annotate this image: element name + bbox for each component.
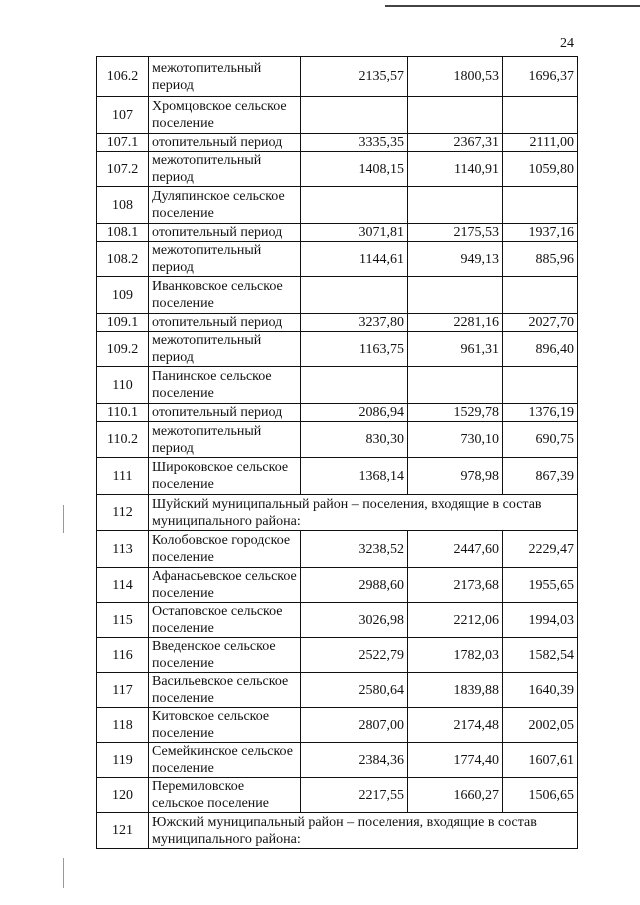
settlement-name-cell: отопительный период	[149, 224, 301, 242]
value-cell-1: 3071,81	[301, 224, 408, 242]
row-number-cell: 110.2	[97, 422, 149, 458]
value-cell-2: 2447,60	[408, 531, 503, 568]
table-row	[97, 332, 578, 367]
tariff-table	[96, 56, 578, 849]
settlement-name-cell: Афанасьевское сельское поселение	[149, 568, 301, 603]
value-cell-2	[408, 277, 503, 314]
row-number-cell: 107	[97, 97, 149, 134]
settlement-name-cell: межотопительный период	[149, 57, 301, 97]
value-cell-2: 2175,53	[408, 224, 503, 242]
row-number-cell: 110	[97, 367, 149, 404]
value-cell-3	[503, 97, 578, 134]
table-row	[97, 708, 578, 743]
value-cell-2: 2367,31	[408, 134, 503, 152]
table-row	[97, 277, 578, 314]
value-cell-1	[301, 97, 408, 134]
value-cell-1: 2086,94	[301, 404, 408, 422]
value-cell-2: 1800,53	[408, 57, 503, 97]
table-row	[97, 242, 578, 277]
row-number-cell: 108.2	[97, 242, 149, 277]
row-number-cell: 120	[97, 778, 149, 813]
settlement-name-cell: Перемиловское сельское поселение	[149, 778, 301, 813]
value-cell-1: 1144,61	[301, 242, 408, 277]
table-row	[97, 224, 578, 242]
table-row	[97, 603, 578, 638]
row-number-cell: 109.1	[97, 314, 149, 332]
row-number-cell: 108	[97, 187, 149, 224]
value-cell-1	[301, 277, 408, 314]
value-cell-1: 2522,79	[301, 638, 408, 673]
row-number-cell: 112	[97, 495, 149, 531]
value-cell-3	[503, 187, 578, 224]
row-number-cell: 113	[97, 531, 149, 568]
value-cell-2: 1660,27	[408, 778, 503, 813]
value-cell-1: 830,30	[301, 422, 408, 458]
row-number-cell: 107.2	[97, 152, 149, 187]
value-cell-3: 1506,65	[503, 778, 578, 813]
value-cell-3: 1994,03	[503, 603, 578, 638]
value-cell-1: 2988,60	[301, 568, 408, 603]
row-number-cell: 109.2	[97, 332, 149, 367]
settlement-name-cell: межотопительный период	[149, 242, 301, 277]
table-row	[97, 531, 578, 568]
value-cell-1	[301, 187, 408, 224]
settlement-name-cell: отопительный период	[149, 134, 301, 152]
value-cell-3: 2027,70	[503, 314, 578, 332]
district-header-cell: Южский муниципальный район – поселения, входящие в состав муниципального района:	[149, 813, 578, 849]
row-number-cell: 117	[97, 673, 149, 708]
value-cell-2: 2281,16	[408, 314, 503, 332]
value-cell-3: 2002,05	[503, 708, 578, 743]
table-row	[97, 458, 578, 495]
table-row	[97, 638, 578, 673]
table-row	[97, 314, 578, 332]
value-cell-1: 3238,52	[301, 531, 408, 568]
table-body	[97, 57, 578, 849]
value-cell-3: 1640,39	[503, 673, 578, 708]
table-row	[97, 568, 578, 603]
value-cell-1	[301, 367, 408, 404]
value-cell-1: 1408,15	[301, 152, 408, 187]
settlement-name-cell: Панинское сельское поселение	[149, 367, 301, 404]
row-number-cell: 111	[97, 458, 149, 495]
value-cell-2: 1140,91	[408, 152, 503, 187]
row-number-cell: 116	[97, 638, 149, 673]
settlement-name-cell: Широковское сельское поселение	[149, 458, 301, 495]
value-cell-3: 885,96	[503, 242, 578, 277]
value-cell-2: 1774,40	[408, 743, 503, 778]
table-row	[97, 422, 578, 458]
value-cell-2: 1529,78	[408, 404, 503, 422]
table-row	[97, 404, 578, 422]
value-cell-1: 1368,14	[301, 458, 408, 495]
value-cell-2: 1839,88	[408, 673, 503, 708]
page-number: 24	[560, 36, 574, 51]
value-cell-3: 1059,80	[503, 152, 578, 187]
settlement-name-cell: межотопительный период	[149, 332, 301, 367]
settlement-name-cell: Хромцовское сельское поселение	[149, 97, 301, 134]
table-row	[97, 97, 578, 134]
value-cell-1: 2384,36	[301, 743, 408, 778]
value-cell-3: 1607,61	[503, 743, 578, 778]
value-cell-3: 867,39	[503, 458, 578, 495]
settlement-name-cell: отопительный период	[149, 404, 301, 422]
settlement-name-cell: межотопительный период	[149, 422, 301, 458]
value-cell-1: 1163,75	[301, 332, 408, 367]
value-cell-1: 3335,35	[301, 134, 408, 152]
row-number-cell: 106.2	[97, 57, 149, 97]
settlement-name-cell: Семейкинское сельское поселение	[149, 743, 301, 778]
value-cell-2: 961,31	[408, 332, 503, 367]
settlement-name-cell: Введенское сельское поселение	[149, 638, 301, 673]
value-cell-1: 2580,64	[301, 673, 408, 708]
settlement-name-cell: Иванковское сельское поселение	[149, 277, 301, 314]
row-number-cell: 110.1	[97, 404, 149, 422]
settlement-name-cell: межотопительный период	[149, 152, 301, 187]
table-row	[97, 187, 578, 224]
value-cell-1: 3237,80	[301, 314, 408, 332]
value-cell-2: 2173,68	[408, 568, 503, 603]
value-cell-3: 1955,65	[503, 568, 578, 603]
value-cell-2: 730,10	[408, 422, 503, 458]
value-cell-2: 2174,48	[408, 708, 503, 743]
table-row	[97, 813, 578, 849]
row-number-cell: 115	[97, 603, 149, 638]
table-row	[97, 495, 578, 531]
value-cell-3: 896,40	[503, 332, 578, 367]
value-cell-1: 2135,57	[301, 57, 408, 97]
row-number-cell: 114	[97, 568, 149, 603]
row-number-cell: 121	[97, 813, 149, 849]
value-cell-3: 690,75	[503, 422, 578, 458]
settlement-name-cell: Васильевское сельское поселение	[149, 673, 301, 708]
value-cell-3: 2111,00	[503, 134, 578, 152]
table-row	[97, 743, 578, 778]
value-cell-2: 2212,06	[408, 603, 503, 638]
table-row	[97, 673, 578, 708]
settlement-name-cell: Колобовское городское поселение	[149, 531, 301, 568]
value-cell-3: 1937,16	[503, 224, 578, 242]
value-cell-3: 1582,54	[503, 638, 578, 673]
value-cell-1: 2807,00	[301, 708, 408, 743]
table-row	[97, 152, 578, 187]
table-row	[97, 134, 578, 152]
value-cell-1: 3026,98	[301, 603, 408, 638]
row-number-cell: 118	[97, 708, 149, 743]
value-cell-2	[408, 367, 503, 404]
row-number-cell: 119	[97, 743, 149, 778]
top-edge-line	[385, 5, 640, 7]
settlement-name-cell: Китовское сельское поселение	[149, 708, 301, 743]
margin-mark	[63, 858, 64, 888]
table-row	[97, 778, 578, 813]
value-cell-3: 1376,19	[503, 404, 578, 422]
table-row	[97, 57, 578, 97]
value-cell-2: 978,98	[408, 458, 503, 495]
value-cell-1: 2217,55	[301, 778, 408, 813]
district-header-cell: Шуйский муниципальный район – поселения, входящие в состав муниципального района:	[149, 495, 578, 531]
value-cell-2: 949,13	[408, 242, 503, 277]
settlement-name-cell: отопительный период	[149, 314, 301, 332]
value-cell-3: 1696,37	[503, 57, 578, 97]
row-number-cell: 107.1	[97, 134, 149, 152]
margin-mark	[63, 505, 64, 533]
settlement-name-cell: Остаповское сельское поселение	[149, 603, 301, 638]
settlement-name-cell: Дуляпинское сельское поселение	[149, 187, 301, 224]
row-number-cell: 108.1	[97, 224, 149, 242]
value-cell-2	[408, 187, 503, 224]
value-cell-3: 2229,47	[503, 531, 578, 568]
value-cell-3	[503, 367, 578, 404]
table-row	[97, 367, 578, 404]
value-cell-2	[408, 97, 503, 134]
row-number-cell: 109	[97, 277, 149, 314]
value-cell-2: 1782,03	[408, 638, 503, 673]
value-cell-3	[503, 277, 578, 314]
